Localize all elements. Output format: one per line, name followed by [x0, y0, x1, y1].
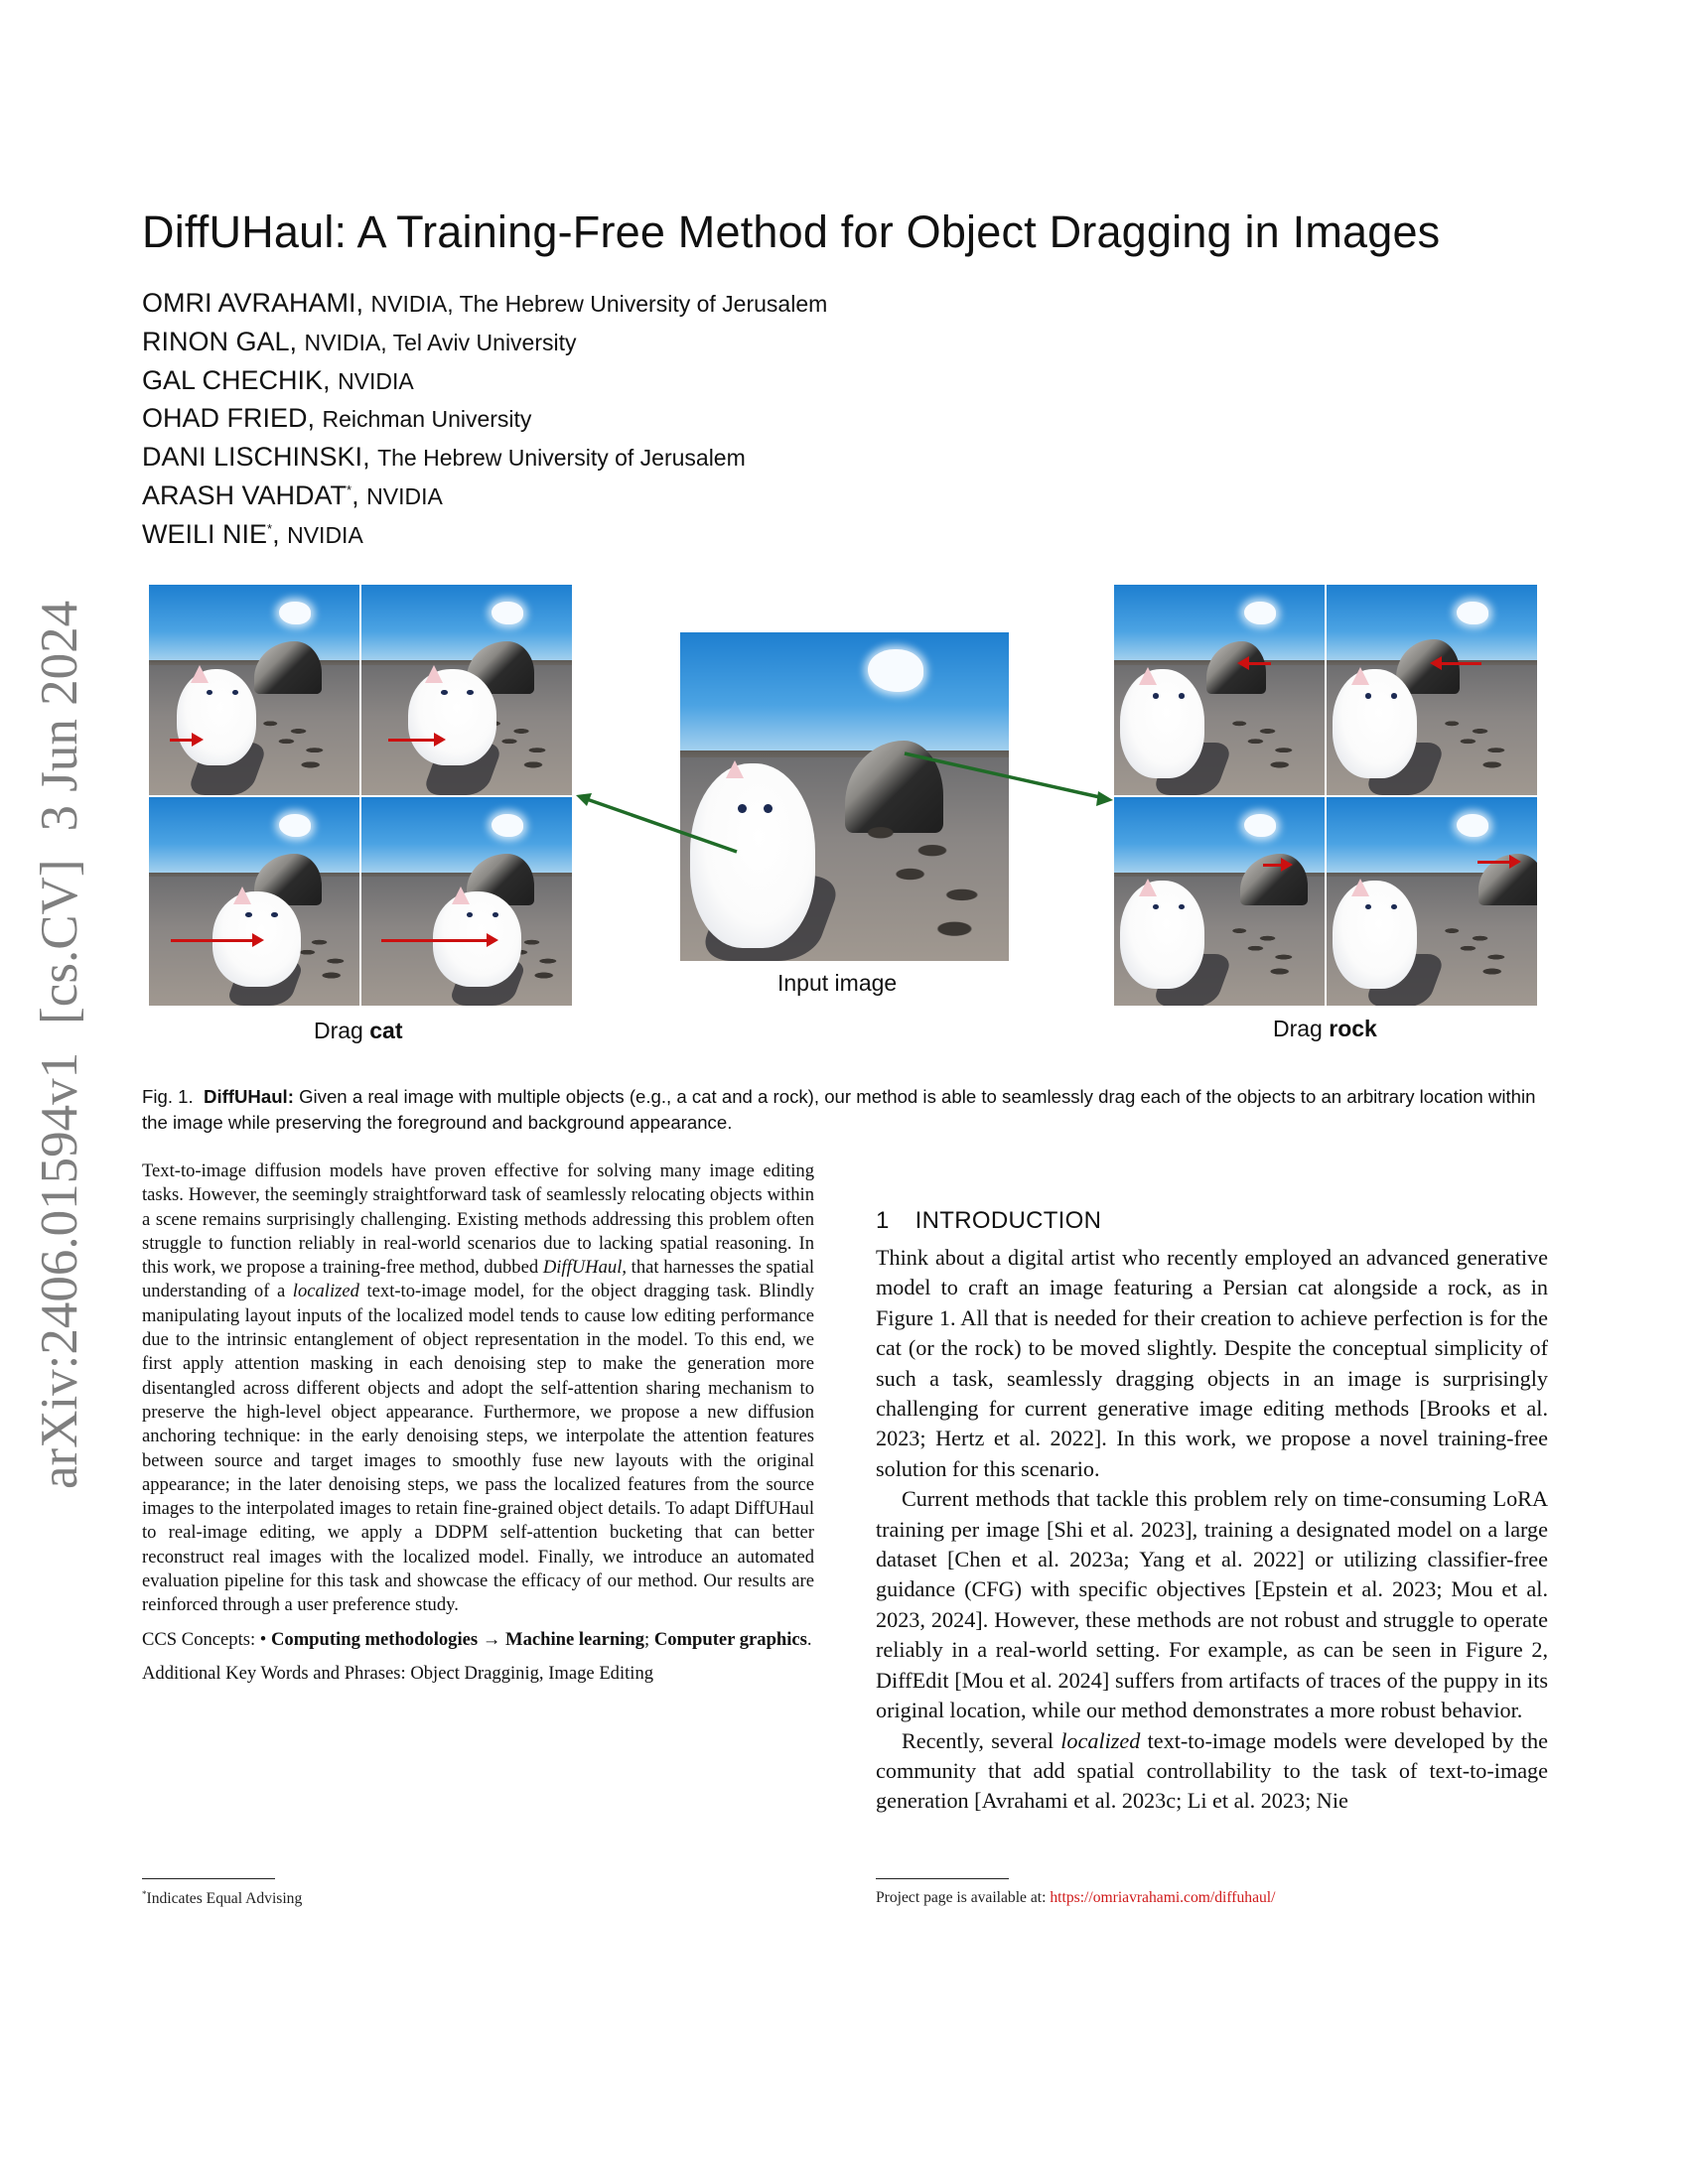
author-entry: OHAD FRIED, Reichman University	[142, 403, 532, 434]
drag-rock-label: Drag rock	[1273, 1016, 1377, 1041]
intro-paragraph-2: Current methods that tackle this problem rely on time-consuming LoRA training per image [Shi et al. 2023], training a designated model on a large dataset [Chen et al. 2023a; Yang et al. 2022] or utilizing classifier-free guidance (CFG) with specific objectives [Epstein et al. 2023; Mou et al. 2023, 2024]. However, these methods are not robust and struggle to operate reliably in a real-world setting. For example, as can be seen in Figure 2, DiffEdit [Mou et al. 2024] suffers from artifacts of traces of the puppy in its original location, while our method demonstrates a more robust behavior.	[876, 1486, 1548, 1723]
result-image-rock-2	[1327, 585, 1537, 795]
author-name: GAL CHECHIK	[142, 364, 324, 395]
section-heading: 1 INTRODUCTION	[876, 1207, 1102, 1234]
caption-bold: DiffUHaul:	[204, 1086, 294, 1107]
author-name: OHAD FRIED	[142, 403, 308, 434]
caption-text: Given a real image with multiple objects (e.g., a cat and a rock), our method is able to seamlessly drag each of the objects to an arbitrary location within the image while preserving the foreground and background appearance.	[142, 1086, 1536, 1133]
project-page-link[interactable]: https://omriavrahami.com/diffuhaul/	[1050, 1889, 1276, 1906]
author-list	[142, 288, 827, 558]
drag-arrow-icon	[388, 739, 436, 742]
drag-arrow-icon	[1247, 662, 1271, 665]
author-name: ARASH VAHDAT	[142, 479, 348, 510]
keywords: Additional Key Words and Phrases: Object Dragginig, Image Editing	[142, 1662, 654, 1684]
arxiv-stamp	[30, 516, 99, 1489]
author-entry: ARASH VAHDAT*, NVIDIA	[142, 479, 443, 510]
drag-arrow-icon	[1477, 861, 1511, 864]
drag-cat-label: Drag cat	[314, 1018, 403, 1043]
result-image-cat-1	[149, 585, 359, 795]
author-name: DANI LISCHINSKI	[142, 442, 363, 473]
footnote-equal-advising: *Indicates Equal Advising	[142, 1889, 303, 1908]
author-name: WEILI NIE	[142, 518, 268, 549]
drag-arrow-icon	[170, 739, 194, 742]
drag-arrow-icon	[171, 939, 254, 942]
result-image-rock-3	[1114, 797, 1325, 1006]
author-affiliation: NVIDIA	[287, 521, 363, 548]
author-entry: DANI LISCHINSKI, The Hebrew University of Jerusalem	[142, 442, 746, 473]
intro-paragraph-3: Recently, several localized text-to-image models were developed by the community that add spatial controllability to the task of text-to-image generation [Avrahami et al. 2023c; Li et al. 2023; Nie	[876, 1727, 1548, 1814]
footnote-project-page: Project page is available at: https://omriavrahami.com/diffuhaul/	[876, 1889, 1276, 1906]
author-entry: OMRI AVRAHAMI, NVIDIA, The Hebrew University of Jerusalem	[142, 288, 828, 318]
author-entry: WEILI NIE*, NVIDIA	[142, 518, 363, 549]
arxiv-id: arXiv:2406.01594v1	[31, 1051, 88, 1489]
author-entry: RINON GAL, NVIDIA, Tel Aviv University	[142, 326, 577, 356]
drag-arrow-icon	[1263, 864, 1283, 867]
drag-arrow-icon	[381, 939, 489, 942]
paper-title: DiffUHaul: A Training-Free Method for Object Dragging in Images	[142, 206, 1441, 257]
ccs-concepts: CCS Concepts: • Computing methodologies → Machine learning; Computer graphics.	[142, 1628, 812, 1650]
result-image-rock-1	[1114, 585, 1325, 795]
arxiv-category: [cs.CV]	[31, 859, 88, 1024]
author-affiliation: The Hebrew University of Jerusalem	[377, 445, 746, 472]
abstract: Text-to-image diffusion models have proven effective for solving many image editing tasks. However, the seemingly straightforward task of seamlessly relocating objects within a scene remains surprisingly challenging. Existing methods addressing this problem often struggle to function reliably in real-world scenarios due to lacking spatial reasoning. In this work, we propose a training-free method, dubbed DiffUHaul, that harnesses the spatial understanding of a localized text-to-image model, for the object dragging task. Blindly manipulating layout inputs of the localized model tends to cause low editing performance due to the intrinsic entanglement of object representation in the model. To this end, we first apply attention masking in each denoising step to make the generation more disentangled across different objects and adopt the self-attention sharing mechanism to preserve the high-level object appearance. Furthermore, we propose a new diffusion anchoring technique: in the early denoising steps, we interpolate the attention features between source and target images to smoothly fuse new layouts with the original appearance; in the later denoising steps, we pass the localized features from the source images to the interpolated images to retain fine-grained object details. To adapt DiffUHaul to real-image editing, we apply a DDPM self-attention bucketing that can better reconstruct real images with the localized model. Finally, we introduce an automated evaluation pipeline for this task and showcase the efficacy of our method. Our results are reinforced through a user preference study.	[142, 1160, 815, 1616]
caption-label: Fig. 1.	[142, 1086, 194, 1107]
result-image-cat-2	[361, 585, 572, 795]
author-entry: GAL CHECHIK, NVIDIA	[142, 364, 414, 395]
author-affiliation: NVIDIA	[366, 482, 443, 509]
input-image-label: Input image	[777, 970, 898, 996]
author-affiliation: NVIDIA, The Hebrew University of Jerusalem	[370, 291, 828, 317]
input-image	[680, 632, 1009, 961]
author-affiliation: NVIDIA, Tel Aviv University	[304, 329, 577, 355]
author-affiliation: NVIDIA	[338, 367, 414, 394]
author-affiliation: Reichman University	[322, 406, 532, 433]
intro-paragraph-1: Think about a digital artist who recently employed an advanced generative model to craft an image featuring a Persian cat alongside a rock, as in Figure 1. All that is needed for their creation to achieve perfection is for the cat (or the rock) to be moved slightly. Despite the conceptual simplicity of such a task, seamlessly dragging objects in an image is surprisingly challenging for current generative image editing methods [Brooks et al. 2023; Hertz et al. 2022]. In this work, we propose a novel training-free solution for this scenario.	[876, 1245, 1548, 1481]
introduction-section	[876, 1207, 1548, 1817]
result-image-cat-3	[149, 797, 359, 1006]
footnote-divider	[876, 1878, 1009, 1879]
drag-arrow-icon	[1440, 662, 1481, 665]
footnote-divider	[142, 1878, 275, 1879]
author-name: OMRI AVRAHAMI	[142, 288, 356, 318]
equal-advising-marker: *	[267, 520, 273, 536]
result-image-cat-4	[361, 797, 572, 1006]
abstract-column	[142, 1160, 814, 1686]
figure-caption	[142, 1084, 1550, 1136]
equal-advising-marker: *	[347, 481, 352, 497]
result-image-rock-4	[1327, 797, 1537, 1006]
arxiv-date: 3 Jun 2024	[31, 600, 88, 832]
author-name: RINON GAL	[142, 326, 290, 356]
